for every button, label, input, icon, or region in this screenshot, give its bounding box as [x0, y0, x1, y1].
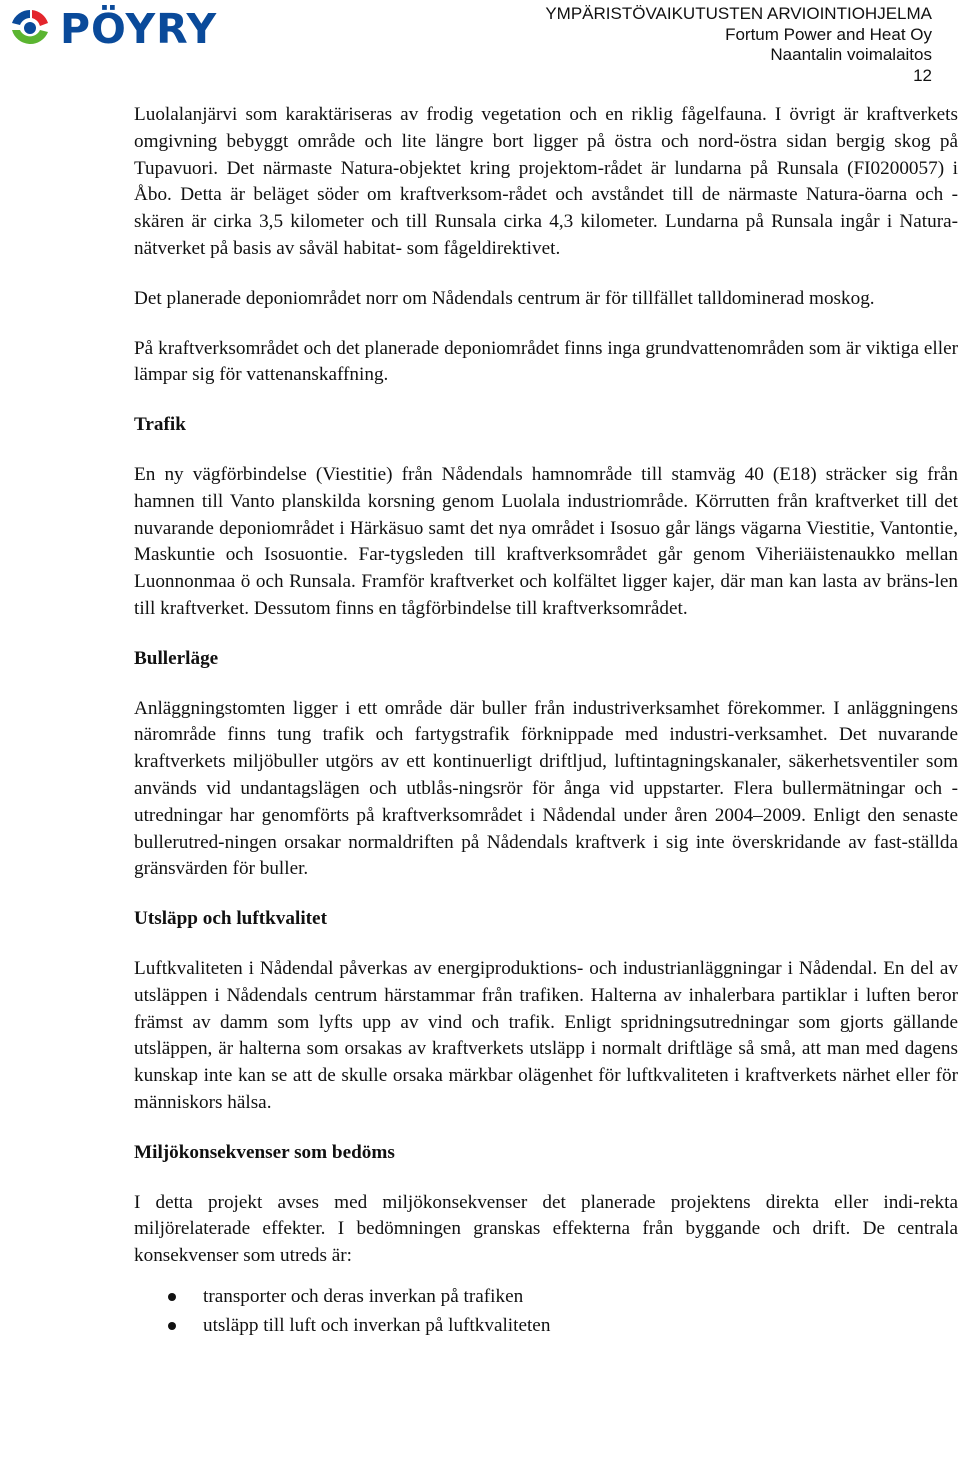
- bullet-list: [134, 1282, 958, 1340]
- document-header: [545, 4, 932, 86]
- section-heading-trafik: Trafik: [134, 414, 186, 436]
- document-body: [134, 102, 958, 1340]
- section-heading-bullerlage: Bullerläge: [134, 647, 219, 669]
- list-item: [134, 1282, 958, 1311]
- paragraph: Anläggningstomten ligger i ett område där buller från industriverksamhet förekommer. I anläggningens närområde finns tung trafik och fartygstrafik förknippade med industri-verksamhet. Det nuvarande kraftverkets miljöbuller utgörs av ett kontinuerligt driftljud, luftintagningskanaler, säkerhetsventiler som används vid undantagslägen och utblås-ningsrör för ånga vid uppstarter. Flera bullermätningar och -utredningar har genomförts på kraftverksområdet i Nådendal under åren 2004–2009. Enligt den senaste bullerutred-ningen orsakar normaldriften på Nådendals kraftverk i sig inte överskridande av fast-ställda gränsvärden för buller.: [134, 697, 958, 880]
- header-plant: Naantalin voimalaitos: [770, 45, 932, 64]
- list-item: [134, 1311, 958, 1340]
- paragraph: Det planerade deponiområdet norr om Nådendals centrum är för tillfället talldominerad moskog.: [134, 287, 875, 309]
- section-heading-miljokonsekvenser: Miljökonsekvenser som bedöms: [134, 1141, 395, 1163]
- paragraph: På kraftverksområdet och det planerade deponiområdet finns inga grundvattenområden som är viktiga eller lämpar sig för vattenanskaffning.: [134, 337, 958, 386]
- paragraph: Luftkvaliteten i Nådendal påverkas av energiproduktions- och industrianläggningar i Nådendal. En del av utsläppen i Nådendals centrum härstammar från trafiken. Halterna av inhalerbara partiklar i luften beror främst av damm som lyfts upp av vind och trafik. Enligt spridningsutredningar som gjorts gällande utsläppen, är halterna som orsakas av kraftverkets utsläpp i normalt driftläge så små, att man med dagens kunskap inte kan se att de skulle orsaka märkbar olägenhet för luftkvaliteten i kraftverkets närhet eller för människors hälsa.: [134, 957, 958, 1113]
- poyry-logo: [6, 4, 266, 54]
- page-number: 12: [913, 65, 932, 85]
- bullet-icon: [168, 1322, 176, 1330]
- paragraph: En ny vägförbindelse (Viestitie) från Nådendals hamnområde till stamväg 40 (E18) sträcker sig från hamnen till Vanto planskilda korsning genom Luolala industriområde. Körrutten från kraftverket till det nuvarande deponiområdet i Härkäsuo samt det nya området i Isosuo går längs vägarna Viestitie, Vantontie, Maskuntie och Isosuontie. Far-tygsleden till kraftverksområdet går genom Viheriäistenaukko mellan Luonnonmaa ö och Runsala. Framför kraftverket och kolfältet ligger kajer, där man kan lasta av bräns-len till kraftverket. Dessutom finns en tågförbindelse till kraftverksområdet.: [134, 463, 958, 619]
- paragraph: Luolalanjärvi som karaktäriseras av frodig vegetation och en riklig fågelfauna. I övrigt är kraftverkets omgivning bebyggt område och lite längre bort ligger på östra och nord-östra sidan bergig skog på Tupavuori. Det närmaste Natura-objektet kring projektom-rådet är lundarna på Runsala (FI0200057) i Åbo. Detta är beläget söder om kraftverksom-rådet och avståndet till de närmaste Natura-öarna och -skären är cirka 3,5 kilometer och till Runsala cirka 4,3 kilometer. Lundarna på Runsala ingår i Natura-nätverket på basis av såväl habitat- som fågeldirektivet.: [134, 104, 958, 259]
- header-program-title: YMPÄRISTÖVAIKUTUSTEN ARVIOINTIOHJELMA: [545, 4, 932, 23]
- logo-wordmark: PÖYRY: [60, 4, 218, 53]
- paragraph: I detta projekt avses med miljökonsekvenser det planerade projektens direkta eller indi-rekta miljörelaterade effekter. I bedömningen granskas effekterna från byggande och drift. De centrala konsekvenser som utreds är:: [134, 1191, 958, 1267]
- section-heading-utslapp: Utsläpp och luftkvalitet: [134, 908, 327, 930]
- list-item-text: utsläpp till luft och inverkan på luftkvaliteten: [203, 1314, 551, 1336]
- bullet-icon: [168, 1293, 176, 1301]
- header-company: Fortum Power and Heat Oy: [725, 24, 932, 44]
- poyry-logo-mark-icon: [6, 6, 54, 52]
- list-item-text: transporter och deras inverkan på trafiken: [203, 1285, 524, 1307]
